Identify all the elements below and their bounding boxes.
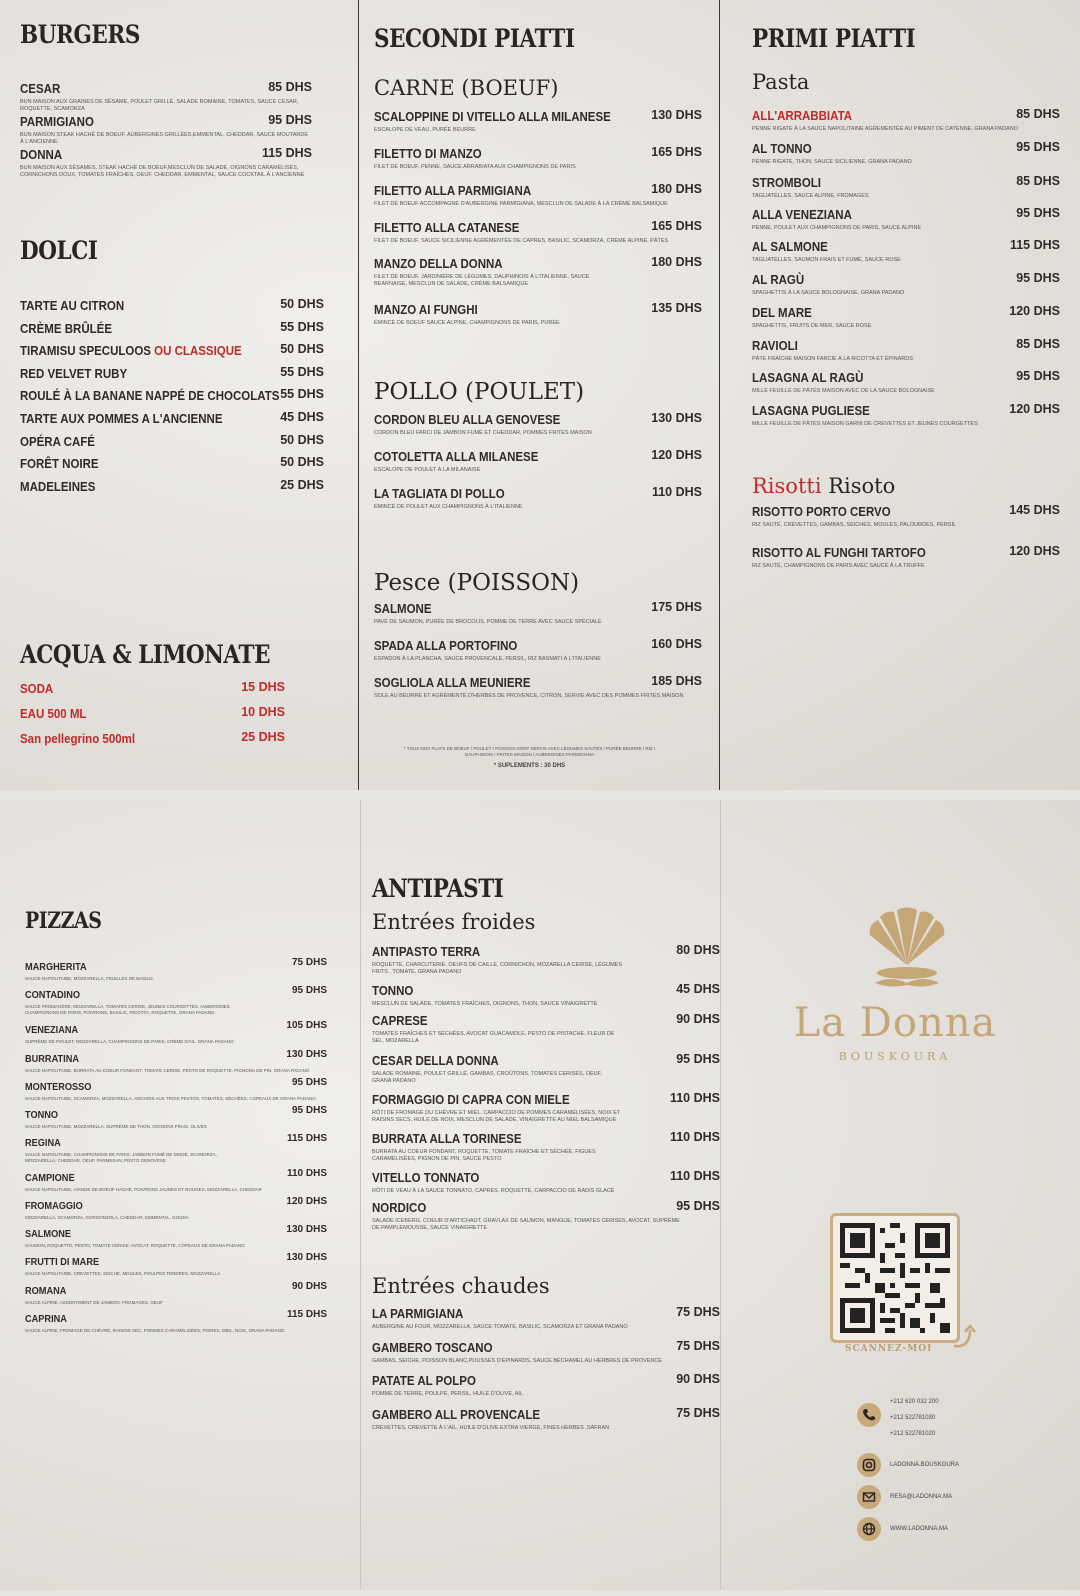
chaudes-title: Entrées chaudes xyxy=(372,1274,550,1298)
menu-item xyxy=(25,1281,327,1306)
secondi-footnote: * TOUS NOS PLATS DE BOEUF / POULET / POISSON SONT SERVIS AVEC LÉGUMES SAUTÉS / PURÉE BEURRE / RIZ / DAUPHINOIS / FRITES MAISON / AUBERGINES PARMIGIANA xyxy=(403,746,656,757)
item-description: RÔTI DE VEAU À LA SAUCE TONNATO, CAPRES, ROQUETTE, CARPACCIO DE RADIS GLACÉ xyxy=(372,1188,615,1194)
item-name: LASAGNA AL RAGÙ xyxy=(752,371,864,385)
antipasti-title: ANTIPASTI xyxy=(372,874,504,903)
item-name: COTOLETTA ALLA MILANESE xyxy=(374,450,539,464)
item-price: 110 DHS xyxy=(286,1168,327,1179)
item-description: TOMATES FRAÎCHES ET SÉCHÉES, AVOCAT GUACAMOLE, PESTO DE PISTACHE, FLEUR DE SEL, MOZARELLA xyxy=(372,1031,615,1044)
item-description: AUBERGINE AU FOUR, MOZZARELLA, SAUCE TOMATE, BASILIC, SCAMORZA ET GRANA PADANO xyxy=(372,1324,628,1330)
item-price: 95 DHS xyxy=(1016,206,1060,220)
item-description: ROQUETTE, CHARCUTERIE, OEUFS DE CAILLE, CORNICHON, MOZARELLA CERISE, LÉGUMES FRITS , TOMATE, GRANA PADANO xyxy=(372,962,622,975)
email-icon xyxy=(857,1485,881,1509)
item-name: CORDON BLEU ALLA GENOVESE xyxy=(374,413,561,427)
item-name: CAPRESE xyxy=(372,1014,428,1028)
menu-item xyxy=(20,680,285,698)
menu-item xyxy=(374,108,702,134)
item-name: ANTIPASTO TERRA xyxy=(372,945,481,959)
item-price: 135 DHS xyxy=(651,301,702,315)
item-price: 165 DHS xyxy=(651,219,702,233)
item-price: 15 DHS xyxy=(241,680,285,694)
item-name: FILETTO ALLA CATANESE xyxy=(374,221,520,235)
item-price: 75 DHS xyxy=(676,1406,720,1420)
menu-item xyxy=(372,982,720,1008)
item-description: MILLE FEUILLE DE PÂTES MAISON GARNI DE CREVETTES ET JEUNES COURGETTES xyxy=(752,421,978,427)
item-name: LA TAGLIATA DI POLLO xyxy=(374,487,505,501)
item-description: ESCALOPE DE VEAU, PURÉE BEURRE xyxy=(374,127,476,133)
instagram-handle[interactable]: LADONNA.BOUSKOURA xyxy=(890,1462,960,1468)
item-description: SAUMON, ROQUETTE, PESTO, TOMATE CERISE, AVOCAT, ROQUETTE, COPEAUX DE GRANA PADANO xyxy=(25,1243,245,1248)
item-price: 55 DHS xyxy=(280,365,324,379)
item-name: OPÉRA CAFÉ xyxy=(20,435,95,449)
item-price: 50 DHS xyxy=(280,342,324,356)
item-price: 85 DHS xyxy=(1016,107,1060,121)
item-name: MARGHERITA xyxy=(25,962,87,973)
item-name: EAU 500 ML xyxy=(20,707,87,721)
menu-item xyxy=(20,410,324,428)
menu-item xyxy=(20,80,312,113)
item-price: 95 DHS xyxy=(1016,140,1060,154)
item-price: 120 DHS xyxy=(286,1196,327,1207)
menu-item xyxy=(25,985,327,1016)
item-price: 80 DHS xyxy=(676,943,720,957)
item-price: 90 DHS xyxy=(676,1012,720,1026)
column-divider xyxy=(358,0,359,790)
item-description: ESPADON À LA PLANCHA, SAUCE PROVENCALE, PERSIL, RIZ BASMATI À L'ITALIENNE xyxy=(374,656,601,662)
qr-code[interactable] xyxy=(830,1213,960,1343)
brand-location: BOUSKOURA xyxy=(838,1050,952,1063)
item-description: MESCLUN DE SALADE, TOMATES FRAÎCHES, OIGNONS, THON, SAUCE VINAIGRETTE xyxy=(372,1001,598,1007)
curved-arrow-icon xyxy=(950,1322,980,1352)
menu-item xyxy=(374,411,702,437)
menu-item xyxy=(20,297,324,315)
item-name: CESAR DELLA DONNA xyxy=(372,1054,499,1068)
menu-item xyxy=(752,337,1060,363)
menu-item xyxy=(372,1130,720,1163)
phone-icon xyxy=(857,1403,881,1427)
item-name: VENEZIANA xyxy=(25,1025,79,1036)
item-description: RIZ SAUTÉ, CHAMPIGNONS DE PARIS AVEC SAUCE À LA TRUFFE xyxy=(752,563,925,569)
item-price: 175 DHS xyxy=(651,600,702,614)
item-name: FRUTTI DI MARE xyxy=(25,1257,100,1268)
menu-item xyxy=(374,182,702,208)
item-price: 110 DHS xyxy=(651,485,702,499)
menu-item xyxy=(372,1372,720,1398)
menu-item xyxy=(25,957,327,982)
menu-item xyxy=(752,503,1060,529)
item-description: PENNE, POULET AUX CHAMPIGNONS DE PARIS, SAUCE ALPINE xyxy=(752,225,922,231)
menu-item xyxy=(374,600,702,626)
item-price: 120 DHS xyxy=(651,448,702,462)
menu-item xyxy=(25,1168,327,1193)
item-price: 130 DHS xyxy=(286,1224,327,1235)
item-name: RISOTTO PORTO CERVO xyxy=(752,505,891,519)
item-description: RÔTI DE FROMAGE DU CHÈVRE ET MIEL, CARPACCIO DE POMMES CARAMÉLISÉES, NOIX ET RAISINS SECS, HUILE DE NOIX, MESCLUN DE SALADE, VINAIGRETTE AU MIEL BALSAMIQUE xyxy=(372,1110,621,1123)
menu-item xyxy=(374,219,702,245)
item-price: 120 DHS xyxy=(1009,544,1060,558)
item-description: SPAGHETTIS, FRUITS DE MER, SAUCE ROSE xyxy=(752,323,872,329)
email-address[interactable]: RESA@LADONNA.MA xyxy=(890,1494,953,1500)
item-price: 95 DHS xyxy=(291,1105,327,1116)
item-description: SOLE AU BEURRE ET AGRÉMENTÉ D'HERBES DE PROVENCE, CITRON, SERVIE AVEC DES POMMES FRITES MAISON xyxy=(374,693,684,699)
item-description: FILET DE BOEUF, PENNE, SAUCE ARRABIATA AUX CHAMPIGNONS DE PARIS xyxy=(374,164,576,170)
menu-item xyxy=(752,369,1060,395)
item-name: AL TONNO xyxy=(752,142,812,156)
item-name: CONTADINO xyxy=(25,990,81,1001)
item-price: 130 DHS xyxy=(286,1252,327,1263)
item-name: SODA xyxy=(20,682,54,696)
item-price: 145 DHS xyxy=(1009,503,1060,517)
item-name: SALMONE xyxy=(374,602,432,616)
item-name: AL RAGÙ xyxy=(752,273,805,287)
item-name: CAPRINA xyxy=(25,1314,67,1325)
menu-item xyxy=(20,320,324,338)
item-description: POMME DE TERRE, POULPE, PERSIL, HUILE D'OLIVE, AIL xyxy=(372,1391,524,1397)
item-description: SAUCE ALPINE, FROMAGE DE CHÈVRE, RAISINS SEC, POMMES CARAMÉLISÉES, POIRES, MIEL, NOIX, GRANA PADANO xyxy=(25,1328,285,1333)
item-name: REGINA xyxy=(25,1138,61,1149)
item-price: 115 DHS xyxy=(286,1309,327,1320)
qr-code-icon xyxy=(840,1223,950,1333)
globe-icon xyxy=(857,1517,881,1541)
item-name: FILETTO DI MANZO xyxy=(374,147,482,161)
phone-number[interactable]: +212 522781020 xyxy=(890,1431,936,1437)
menu-item xyxy=(20,433,324,451)
menu-item xyxy=(752,140,1060,166)
menu-item xyxy=(752,544,1060,570)
item-description: SAUCE NAPOLITAINE, SCAMORZA, MOZZARELLA, ANCHOIS AUX TROIS PESTOS, TOMATES, SÉCHÉES, COPEAUX DE GRANA PADANO xyxy=(25,1096,316,1101)
item-name: BURRATINA xyxy=(25,1054,80,1065)
menu-item xyxy=(25,1252,327,1277)
item-price: 95 DHS xyxy=(291,1077,327,1088)
item-price: 95 DHS xyxy=(1016,271,1060,285)
menu-item xyxy=(374,485,702,511)
item-name: FORMAGGIO DI CAPRA CON MIELE xyxy=(372,1093,570,1107)
item-price: 115 DHS xyxy=(286,1133,327,1144)
pollo-title: POLLO (POULET) xyxy=(374,379,585,405)
menu-item xyxy=(752,402,1060,428)
brand-name: La Donna xyxy=(793,1000,997,1046)
secondi-title: SECONDI PIATTI xyxy=(374,24,575,53)
menu-item xyxy=(372,1091,720,1124)
item-name: MONTEROSSO xyxy=(25,1082,92,1093)
item-price: 105 DHS xyxy=(286,1020,327,1031)
item-description: FILET DE BOEUF ACCOMPAGNÉ D'AUBERGINE PARMIGIANA, MESCLUN DE SALADE À LA CRÈME BALSAMIQUE xyxy=(374,201,668,207)
menu-item xyxy=(374,448,702,474)
item-price: 180 DHS xyxy=(651,255,702,269)
item-price: 115 DHS xyxy=(1009,238,1060,252)
item-name: SPADA ALLA PORTOFINO xyxy=(374,639,518,653)
supplements-note: * SUPLEMENTS : 30 DHS xyxy=(493,763,566,769)
item-name: ALL'ARRABBIATA xyxy=(752,109,853,123)
item-name: VITELLO TONNATO xyxy=(372,1171,480,1185)
item-price: 25 DHS xyxy=(280,478,324,492)
item-name: MANZO DELLA DONNA xyxy=(374,257,503,271)
menu-item xyxy=(20,365,324,383)
menu-item xyxy=(372,1339,720,1365)
item-name: MADELEINES xyxy=(20,480,96,494)
item-price: 85 DHS xyxy=(268,80,312,94)
item-name: ROULÉ À LA BANANE NAPPÉ DE CHOCOLATS xyxy=(20,389,280,403)
column-divider xyxy=(719,0,720,790)
menu-item xyxy=(374,255,702,288)
menu-item xyxy=(25,1077,327,1102)
menu-item xyxy=(20,705,285,723)
menu-item xyxy=(20,387,324,405)
item-name: SCALOPPINE DI VITELLO ALLA MILANESE xyxy=(374,110,611,124)
item-description: ÉMINCÉ DE BOEUF SAUCE ALPINE, CHAMPIGNONS DE PARIS, PURÉE xyxy=(374,320,560,326)
menu-item xyxy=(374,301,702,327)
menu-item xyxy=(25,1196,327,1221)
item-name: FROMAGGIO xyxy=(25,1201,83,1212)
column-divider xyxy=(360,800,361,1590)
item-price: 165 DHS xyxy=(651,145,702,159)
item-description: SALADE ICEBERG, COEUR D'ARTICHAUT, GRAVLAX DE SAUMON, MANGUE, TOMATES CERISES, AVOCAT, SUPRÊME DE PAMPLEMOUSSE, SAUCE VINAIGRETTE xyxy=(372,1218,680,1231)
item-price: 130 DHS xyxy=(286,1049,327,1060)
item-price: 110 DHS xyxy=(669,1091,720,1105)
menu-item xyxy=(372,1169,720,1195)
item-name: LASAGNA PUGLIESE xyxy=(752,404,870,418)
menu-item xyxy=(372,943,720,976)
item-price: 110 DHS xyxy=(669,1130,720,1144)
item-price: 95 DHS xyxy=(291,985,327,996)
item-price: 95 DHS xyxy=(676,1052,720,1066)
item-name: RED VELVET RUBY xyxy=(20,367,128,381)
pasta-title: Pasta xyxy=(752,70,810,94)
item-price: 75 DHS xyxy=(291,957,327,968)
item-description: TAGLIATELLES, SAUCE ALPINE, FROMAGES xyxy=(752,193,869,199)
item-name: PARMIGIANO xyxy=(20,115,94,129)
dolci-title: DOLCI xyxy=(20,236,98,265)
item-price: 45 DHS xyxy=(676,982,720,996)
menu-item xyxy=(372,1406,720,1432)
item-description: SALADE ROMAINE, POULET GRILLÉ, GAMBAS, CROÛTONS, TOMATES CERISES, OEUF, GRANA PADANO xyxy=(372,1071,602,1084)
item-description: BUN MAISON STEAK HACHÉ DE BOEUF, AUBERGINES GRILLÉES,EMMENTAL, CHEDDAR, SAUCE MOUTARDE À L'ANCIENNE xyxy=(20,132,308,145)
item-price: 55 DHS xyxy=(280,387,324,401)
item-price: 180 DHS xyxy=(651,182,702,196)
item-name: SALMONE xyxy=(25,1229,71,1240)
item-name: LA PARMIGIANA xyxy=(372,1307,464,1321)
item-name: ROMANA xyxy=(25,1286,67,1297)
item-price: 130 DHS xyxy=(651,411,702,425)
item-price: 50 DHS xyxy=(280,297,324,311)
item-name: FILETTO ALLA PARMIGIANA xyxy=(374,184,532,198)
item-price: 25 DHS xyxy=(241,730,285,744)
item-name-highlight: OU CLASSIQUE xyxy=(154,344,242,358)
menu-item xyxy=(25,1020,327,1045)
item-price: 10 DHS xyxy=(241,705,285,719)
phone-number[interactable]: +212 620 032 200 xyxy=(890,1399,939,1405)
item-description: SAUCE ALPINE, ASSORTIMENT DE JAMBON, FROMAGES, OEUF xyxy=(25,1300,163,1305)
scan-label: SCANNEZ-MOI xyxy=(845,1344,933,1354)
item-name: RISOTTO AL FUNGHI TARTOFO xyxy=(752,546,926,560)
item-description: TAGLIATELLES, SAUMON FRAIS ET FUMÉ, SAUCE ROSE xyxy=(752,257,901,263)
item-price: 50 DHS xyxy=(280,433,324,447)
primi-title: PRIMI PIATTI xyxy=(752,24,916,53)
item-description: CREVETTES, CREVETTE À L'AIL, HUILE D'OLIVE EXTRA VIERGE, FINES HERBES ,SAFRAN xyxy=(372,1425,610,1431)
instagram-icon xyxy=(857,1453,881,1477)
item-description: FILET DE BOEUF, JARDINIÈRE DE LÉGUMES, DAUPHINOIS À L'ITALIENNE, SAUCE BEARNAISE, MESCLUN DE SALADE, CRÈME BALSAMIQUE xyxy=(374,274,590,287)
phone-number[interactable]: +212 522781030 xyxy=(890,1415,936,1421)
item-name: NORDICO xyxy=(372,1201,427,1215)
item-name: San pellegrino 500ml xyxy=(20,732,136,746)
item-name: TONNO xyxy=(372,984,414,998)
item-name: RAVIOLI xyxy=(752,339,798,353)
menu-item xyxy=(25,1224,327,1249)
risotti-title-main: Risoto xyxy=(821,474,896,498)
risotti-title-red: Risotti xyxy=(752,474,822,498)
item-name xyxy=(20,344,242,358)
item-description: PÂTE FRAÎCHE MAISON FARCIE À LA RICOTTA ET ÉPINARDS xyxy=(752,356,913,362)
item-name: SOGLIOLA ALLA MEUNIERE xyxy=(374,676,531,690)
item-price: 45 DHS xyxy=(280,410,324,424)
item-description: SUPRÊME DE POULET, MOZZARELLA, CHAMPIGNONS DE PARIS, CRÈME D'AIL, GRANA PADANO xyxy=(25,1039,234,1044)
item-name: CAMPIONE xyxy=(25,1173,75,1184)
item-name: BURRATA ALLA TORINESE xyxy=(372,1132,522,1146)
menu-item xyxy=(372,1012,720,1045)
pizzas-title: PIZZAS xyxy=(25,908,102,934)
burgers-title: BURGERS xyxy=(20,20,140,49)
item-description: SAUCE FROMAGÈRE, MOZZARELLA, TOMATES CERISE, JEUNES COURGETTES, AUBERGINES, CHAMPIGNONS DE PARIS, POIVRONS, BASILIC, RICOTTA, ROQUETTE, GRANA PADANO xyxy=(25,1004,231,1015)
item-description: BUN MAISON AUX SÉSAMES, STEAK HACHÉ DE BOEUF,MESCLUN DE SALADE, OIGNONS CARAMÉLISÉS, CORNICHONS DOUX, TOMATES FRAÎCHES, OEUF, CHEDDAR, EMMENTAL, SAUCE COCKTAIL À L'ANCIENNE xyxy=(20,165,305,178)
item-description: SAUCE NAPOLITAINE, MOZZARELLA, FEUILLES DE BASILIC xyxy=(25,976,154,981)
item-description: ESCALOPE DE POULET À LA MILANAISE xyxy=(374,467,481,473)
item-price: 130 DHS xyxy=(651,108,702,122)
item-name: TARTE AUX POMMES A L'ANCIENNE xyxy=(20,412,223,426)
item-description: BURRATA AU COEUR FONDANT, ROQUETTE, TOMATE FRAÎCHE ET SÉCHÉE, FIGUES CARAMÉLISÉES, PIGNON DE PIN, SAUCE PESTO xyxy=(372,1149,596,1162)
menu-item xyxy=(20,113,312,146)
item-name: TONNO xyxy=(25,1110,59,1121)
menu-item xyxy=(25,1309,327,1334)
menu-item xyxy=(752,238,1060,264)
menu-item xyxy=(20,478,324,496)
item-price: 160 DHS xyxy=(651,637,702,651)
menu-item xyxy=(374,145,702,171)
carne-title: CARNE (BOEUF) xyxy=(374,76,559,100)
item-description: MOZZARELLA, SCAMORZA, GORGONZOLA, CHEDDAR, EMMENTAL, GOUDA xyxy=(25,1215,189,1220)
website-url[interactable]: WWW.LADONNA.MA xyxy=(890,1526,948,1532)
item-price: 75 DHS xyxy=(676,1305,720,1319)
item-price: 115 DHS xyxy=(261,146,312,160)
menu-item xyxy=(25,1049,327,1074)
item-name: CESAR xyxy=(20,82,61,96)
acqua-title: ACQUA & LIMONATE xyxy=(20,640,271,669)
item-name: STROMBOLI xyxy=(752,176,821,190)
item-description: ÉMINCÉ DE POULET AUX CHAMPIGNONS À L'ITALIENNE xyxy=(374,504,523,510)
item-description: RIZ SAUTÉ, CREVETTES, GAMBAS, SEICHES, MOULES, PALOURDES, PERSIL xyxy=(752,522,957,528)
item-price: 50 DHS xyxy=(280,455,324,469)
menu-item xyxy=(374,674,702,700)
item-price: 95 DHS xyxy=(676,1199,720,1213)
menu-item xyxy=(752,271,1060,297)
item-name: GAMBERO ALL PROVENCALE xyxy=(372,1408,541,1422)
menu-sheet-top xyxy=(0,0,1080,790)
menu-item xyxy=(25,1133,327,1164)
item-name: DEL MARE xyxy=(752,306,812,320)
item-description: PENNE RIGATE À LA SAUCE NAPOLITAINE AGREMENTÉE AU PIMENT DE CAYENNE, GRANA PADANO xyxy=(752,126,1018,132)
item-description: CORDON BLEU FARCI DE JAMBON FUMÉ ET CHEDDAR, POMMES FRITES MAISON xyxy=(374,430,592,436)
item-name: CRÈME BRÛLÉE xyxy=(20,322,113,336)
item-description: GAMBAS, SEICHE, POISSON BLANC,POUSSES D'ÉPINARDS, SAUCE BÉCHAMEL AU HERBRES DE PROVENCE xyxy=(372,1358,662,1364)
item-price: 95 DHS xyxy=(1016,369,1060,383)
item-name: GAMBERO TOSCANO xyxy=(372,1341,493,1355)
item-description: PAVÉ DE SAUMON, PURÉE DE BROCOLIS, POMME DE TERRE AVEC SAUCE SPÉCIALE xyxy=(374,619,602,625)
item-description: MILLE FEUILLE DE PÂTES MAISON AVEC DE LA SAUCE BOLOGNAISE xyxy=(752,388,935,394)
menu-item xyxy=(20,146,312,179)
item-description: BUN MAISON AUX GRAINES DE SÉSAME, POULET GRILLÉ, SALADE ROMAINE, TOMATES, SAUCE CESAR, ROQUETTE, SCAMORZA xyxy=(20,99,299,112)
item-name: DONNA xyxy=(20,148,63,162)
item-name: TARTE AU CITRON xyxy=(20,299,125,313)
menu-item xyxy=(372,1305,720,1331)
menu-item xyxy=(20,455,324,473)
pesce-title: Pesce (POISSON) xyxy=(374,570,580,596)
menu-item xyxy=(374,637,702,663)
item-price: 90 DHS xyxy=(291,1281,327,1292)
item-description: SAUCE NAPOLITAINE, BURRATA AU COEUR FONDANT, TOMATE CERISE, PESTO DE ROQUETTE, PIGNONS DE PIN, GRANA PADANO xyxy=(25,1068,310,1073)
menu-item xyxy=(752,107,1060,133)
item-description: SAUCE NAPOLITAINE, CHAMPIGNONS DE PARIS, JAMBON FUMÉ DE DINDE, SCAMORZA, MOZZARELLA, CHEDDAR, OEUF, PARMESAN, PESTO GENOVESE xyxy=(25,1152,217,1163)
item-price: 90 DHS xyxy=(676,1372,720,1386)
item-name: FORÊT NOIRE xyxy=(20,457,99,471)
item-price: 85 DHS xyxy=(1016,337,1060,351)
item-name: PATATE AL POLPO xyxy=(372,1374,476,1388)
item-description: PENNE RIGATE, THON, SAUCE SICILIENNE, GRANA PADANO xyxy=(752,159,912,165)
item-price: 75 DHS xyxy=(676,1339,720,1353)
item-description: FILET DE BOEUF, SAUCE SICILIENNE AGRÉMENTÉE DE CAPRES, BASILIC, SCAMORZA, CRÈME ALPINE, PÂTES xyxy=(374,238,669,244)
menu-item xyxy=(25,1105,327,1130)
column-divider xyxy=(720,800,721,1590)
menu-item xyxy=(752,206,1060,232)
item-description: SPAGHETTIS À LA SAUCE BOLOGNAISE, GRANA PADANO xyxy=(752,290,905,296)
item-description: SAUCE NAPOLITAINE, CREVETTES, SEICHE, MOULES, POULPES TENDRES, MOZZARELLA xyxy=(25,1271,221,1276)
froides-title: Entrées froides xyxy=(372,910,536,934)
item-price: 120 DHS xyxy=(1009,304,1060,318)
item-name: MANZO AI FUNGHI xyxy=(374,303,478,317)
menu-item xyxy=(752,304,1060,330)
item-price: 85 DHS xyxy=(1016,174,1060,188)
menu-item xyxy=(372,1199,720,1232)
menu-item xyxy=(372,1052,720,1085)
risotti-title xyxy=(752,474,895,498)
item-price: 120 DHS xyxy=(1009,402,1060,416)
menu-item xyxy=(20,342,324,360)
item-name: AL SALMONE xyxy=(752,240,828,254)
item-price: 95 DHS xyxy=(268,113,312,127)
item-description: SAUCE NAPOLITAINE, MOZZARELLA, SUPRÊME DE THON, OIGNONS FRAIS, OLIVES xyxy=(25,1124,207,1129)
brand-block xyxy=(780,900,1010,1063)
item-name-main: TIRAMISU SPECULOOS xyxy=(20,344,155,358)
item-name: ALLA VENEZIANA xyxy=(752,208,852,222)
menu-item xyxy=(752,174,1060,200)
item-description: SAUCE NAPOLITAINE, VIANDE DE BOEUF HACHÉ, POIVRONS JAUNES ET ROUGES, MOZZARELLA, CHEDDAR xyxy=(25,1187,262,1192)
menu-item xyxy=(20,730,285,748)
item-price: 55 DHS xyxy=(280,320,324,334)
item-price: 110 DHS xyxy=(669,1169,720,1183)
item-price: 185 DHS xyxy=(651,674,702,688)
